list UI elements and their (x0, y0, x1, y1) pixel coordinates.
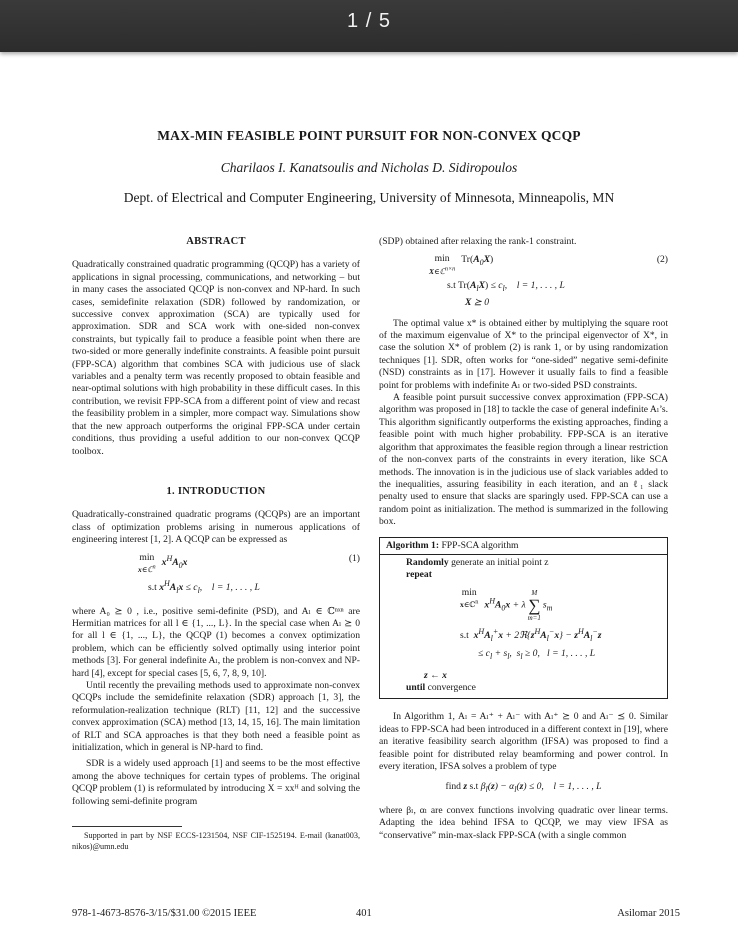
paper-title: MAX-MIN FEASIBLE POINT PURSUIT FOR NON-CONVEX QCQP (157, 128, 581, 143)
algo-keyword-repeat: repeat (406, 569, 432, 581)
equation-1-number: (1) (348, 552, 360, 564)
intro-paragraph-3: Until recently the prevailing methods used to approximate non-convex QCQPs include the semidefinite relaxation (SDR) approach [1, 3], the reformulation-realization technique (RLT) [11, 12] and the successive convex approximation (SCA) method [13, 14, 15, 16]. The main limitation of RLT and SCA approaches is that they both need a feasible point as initialization, which in general is NP-hard to find. (72, 679, 360, 753)
right-paragraph-3: In Algorithm 1, Aₗ = Aₗ⁺ + Aₗ⁻ with Aₗ⁺ ⪰ 0 and Aₗ⁻ ⪯ 0. Similar ideas to FPP-SCA had been introduced in a different context in [19], where an iterative feasibility search algorithm (IFSA) was proposed to find a feasible point for distributed relay beamforming and power control. In every iteration, IFSA solves a problem of type (379, 711, 668, 772)
right-paragraph-4: where βₗ, αₗ are convex functions involving quadratic over linear terms. Adapting the idea behind IFSA to QCQP, we may view IFSA as “conservative” min-max-slack FPP-SCA (with a single common (379, 804, 668, 841)
paper-authors: Charilaos I. Kanatsoulis and Nicholas D. Sidiropoulos (220, 160, 518, 175)
equation-ifsa: find z s.t $\beta_l(z) - \alpha_l(z) \le 0$, l = 1, . . . , L (445, 781, 602, 795)
algorithm-name: FPP-SCA algorithm (441, 539, 519, 551)
left-column (72, 236, 360, 852)
intro-paragraph-2: where A₀ ⪰ 0 , i.e., positive semi-definite (PSD), and Aₗ ∈ ℂⁿˣⁿ are Hermitian matrices for all l ∈ {1, ..., L}. In the special case when Aₗ ⪰ 0 for all l ∈ {1, ..., L}, the QCQP (1) becomes a convex optimization problem, which can be efficiently solved optimally using interior point methods [3]. For general indefinite Aₗ, the problem is non-convex and NP-hard [4], except for special cases [5, 6, 7, 8, 9, 10]. (72, 605, 360, 679)
algo-keyword-until: until (406, 681, 426, 693)
footer-conference: Asilomar 2015 (617, 908, 680, 919)
algorithm-label: Algorithm 1: (386, 539, 440, 551)
footer-isbn: 978-1-4673-8576-3/15/$31.00 ©2015 IEEE (72, 908, 257, 919)
equation-2-number: (2) (656, 254, 668, 266)
abstract-heading: ABSTRACT (186, 236, 246, 247)
algorithm-box (379, 537, 668, 700)
algo-init-step: generate an initial point z (451, 556, 549, 568)
algorithm-header (380, 538, 667, 555)
algo-until-condition: convergence (427, 681, 476, 693)
intro-heading: 1. INTRODUCTION (166, 485, 266, 497)
intro-paragraph-4: SDR is a widely used approach [1] and seems to be the most effective among the above techniques for certain types of problems. The original QCQP problem (1) is reformulated by introducing X = xxᴴ and solving the following semi-definite program (72, 758, 360, 807)
footnote: Supported in part by NSF ECCS-1231504, NSF CIF-1525194. E-mail (kanat003, nikos)@umn.edu (72, 831, 360, 851)
right-paragraph-0: (SDP) obtained after relaxing the rank-1 constraint. (379, 236, 577, 247)
paper-affiliation: Dept. of Electrical and Computer Engineering, University of Minnesota, Minneapolis, MN (123, 190, 615, 205)
footer-page-number: 401 (356, 908, 372, 919)
algorithm-subproblem: min x∈ℂ$^n$ $x^HA_0x + \lambda M$ ∑ $m=1s_m$ s.t $x^HA_l^+x$ + $2ℜ\{z^HA_l^-x\} - z^HA_l^-z$ ≤ $c_l + s_l$, $s_l \ge 0$, l = 1, . . . , L (460, 586, 602, 662)
footnote-rule (72, 826, 182, 827)
page-indicator: 1 / 5 (347, 10, 391, 32)
algo-keyword-randomly: Randomly (406, 556, 449, 568)
right-paragraph-2: A feasible point pursuit successive convex approximation (FPP-SCA) algorithm was proposed in [18] to tackle the case of general indefinite Aₗ’s. This algorithm significantly outperforms the existing approaches, finding a feasible point with much higher probability. FPP-SCA is an iterative algorithm that approximates the feasible region through a linear restriction of the non-convex parts of the constraints in every iteration, like SCA methods. The innovation is in the judicious use of slack variables added to the inequalities, assuring feasibility in each iteration, and an ℓ₁ slack penalty used to ensure that slacks are sparingly used. FPP-SCA can use a random point as initialization. The method is summarized in the following box. (379, 392, 668, 528)
equation-1: min x∈ℂ$^n$ $x^HA_0x$ s.t $x^HA_lx \le c_l$, l = 1, . . . , L (1) (138, 551, 360, 596)
intro-paragraph-1: Quadratically-constrained quadratic programs (QCQPs) are an important class of optimization problems arising in numerous applications of engineering interest [1, 2]. A QCQP can be expressed as (72, 509, 360, 546)
algorithm-body: Randomly generate an initial point z repeat min x∈ℂ$^n$ $x^HA_0x + \lambda M$ ∑ $m=1s_m$ s.t $x^HA_l^+x$ + $2ℜ\{z^HA_l^-x\} - z^HA_l^-z$ ≤ $c_l + s_l$, $s_l \ge 0$, l = 1, . . . , L z ← x until convergence (380, 555, 667, 698)
equation-2: min $X\in ℂ^{n\times n}Tr(A_0X)$ s.t $Tr(A_lX) \le c_l$, l = 1, . . . , L X ⪰ 0 (2) (429, 253, 668, 309)
right-paragraph-1: The optimal value x* is obtained either by multiplying the square root of the maximum eigenvalue of X* to the principal eigenvector of X*, in case the solution X* of problem (2) is rank 1, or by using randomization techniques [1]. SDR, often works for “one-sided” negative semi-definite (NSD) constraints as in [17]. However it usually fails to find a feasible point for problems with indefinite Aₗ or two-sided PSD constraints. (379, 317, 668, 391)
viewer-toolbar (0, 0, 738, 52)
right-column (379, 236, 668, 842)
abstract-text: Quadratically constrained quadratic programming (QCQP) has a variety of applications in signal processing, communications, and networking – but in many cases the associated QCQP is non-convex and NP-hard. In such cases, semidefinite relaxation (SDR) followed by randomization, or successive convex approximation (SCA) are typically used for approximation. SDR and SCA work with one-sided non-convex constraints, but typically fail to produce a feasible point when there are two-sided or more generally indefinite constraints. A feasible point pursuit (FPP-SCA) algorithm that combines SCA with judicious use of slack variables and a penalty term was recently proposed to obtain feasible and near-optimal solutions with high probability in these difficult cases. In this contribution, we revisit FPP-SCA from a different point of view and recast the feasibility problem in a simpler, more compact way. Simulations show that the new approach outperforms the original FPP-SCA under certain conditions, thus providing a useful addition to our non-convex QCQP toolbox. (72, 259, 360, 457)
